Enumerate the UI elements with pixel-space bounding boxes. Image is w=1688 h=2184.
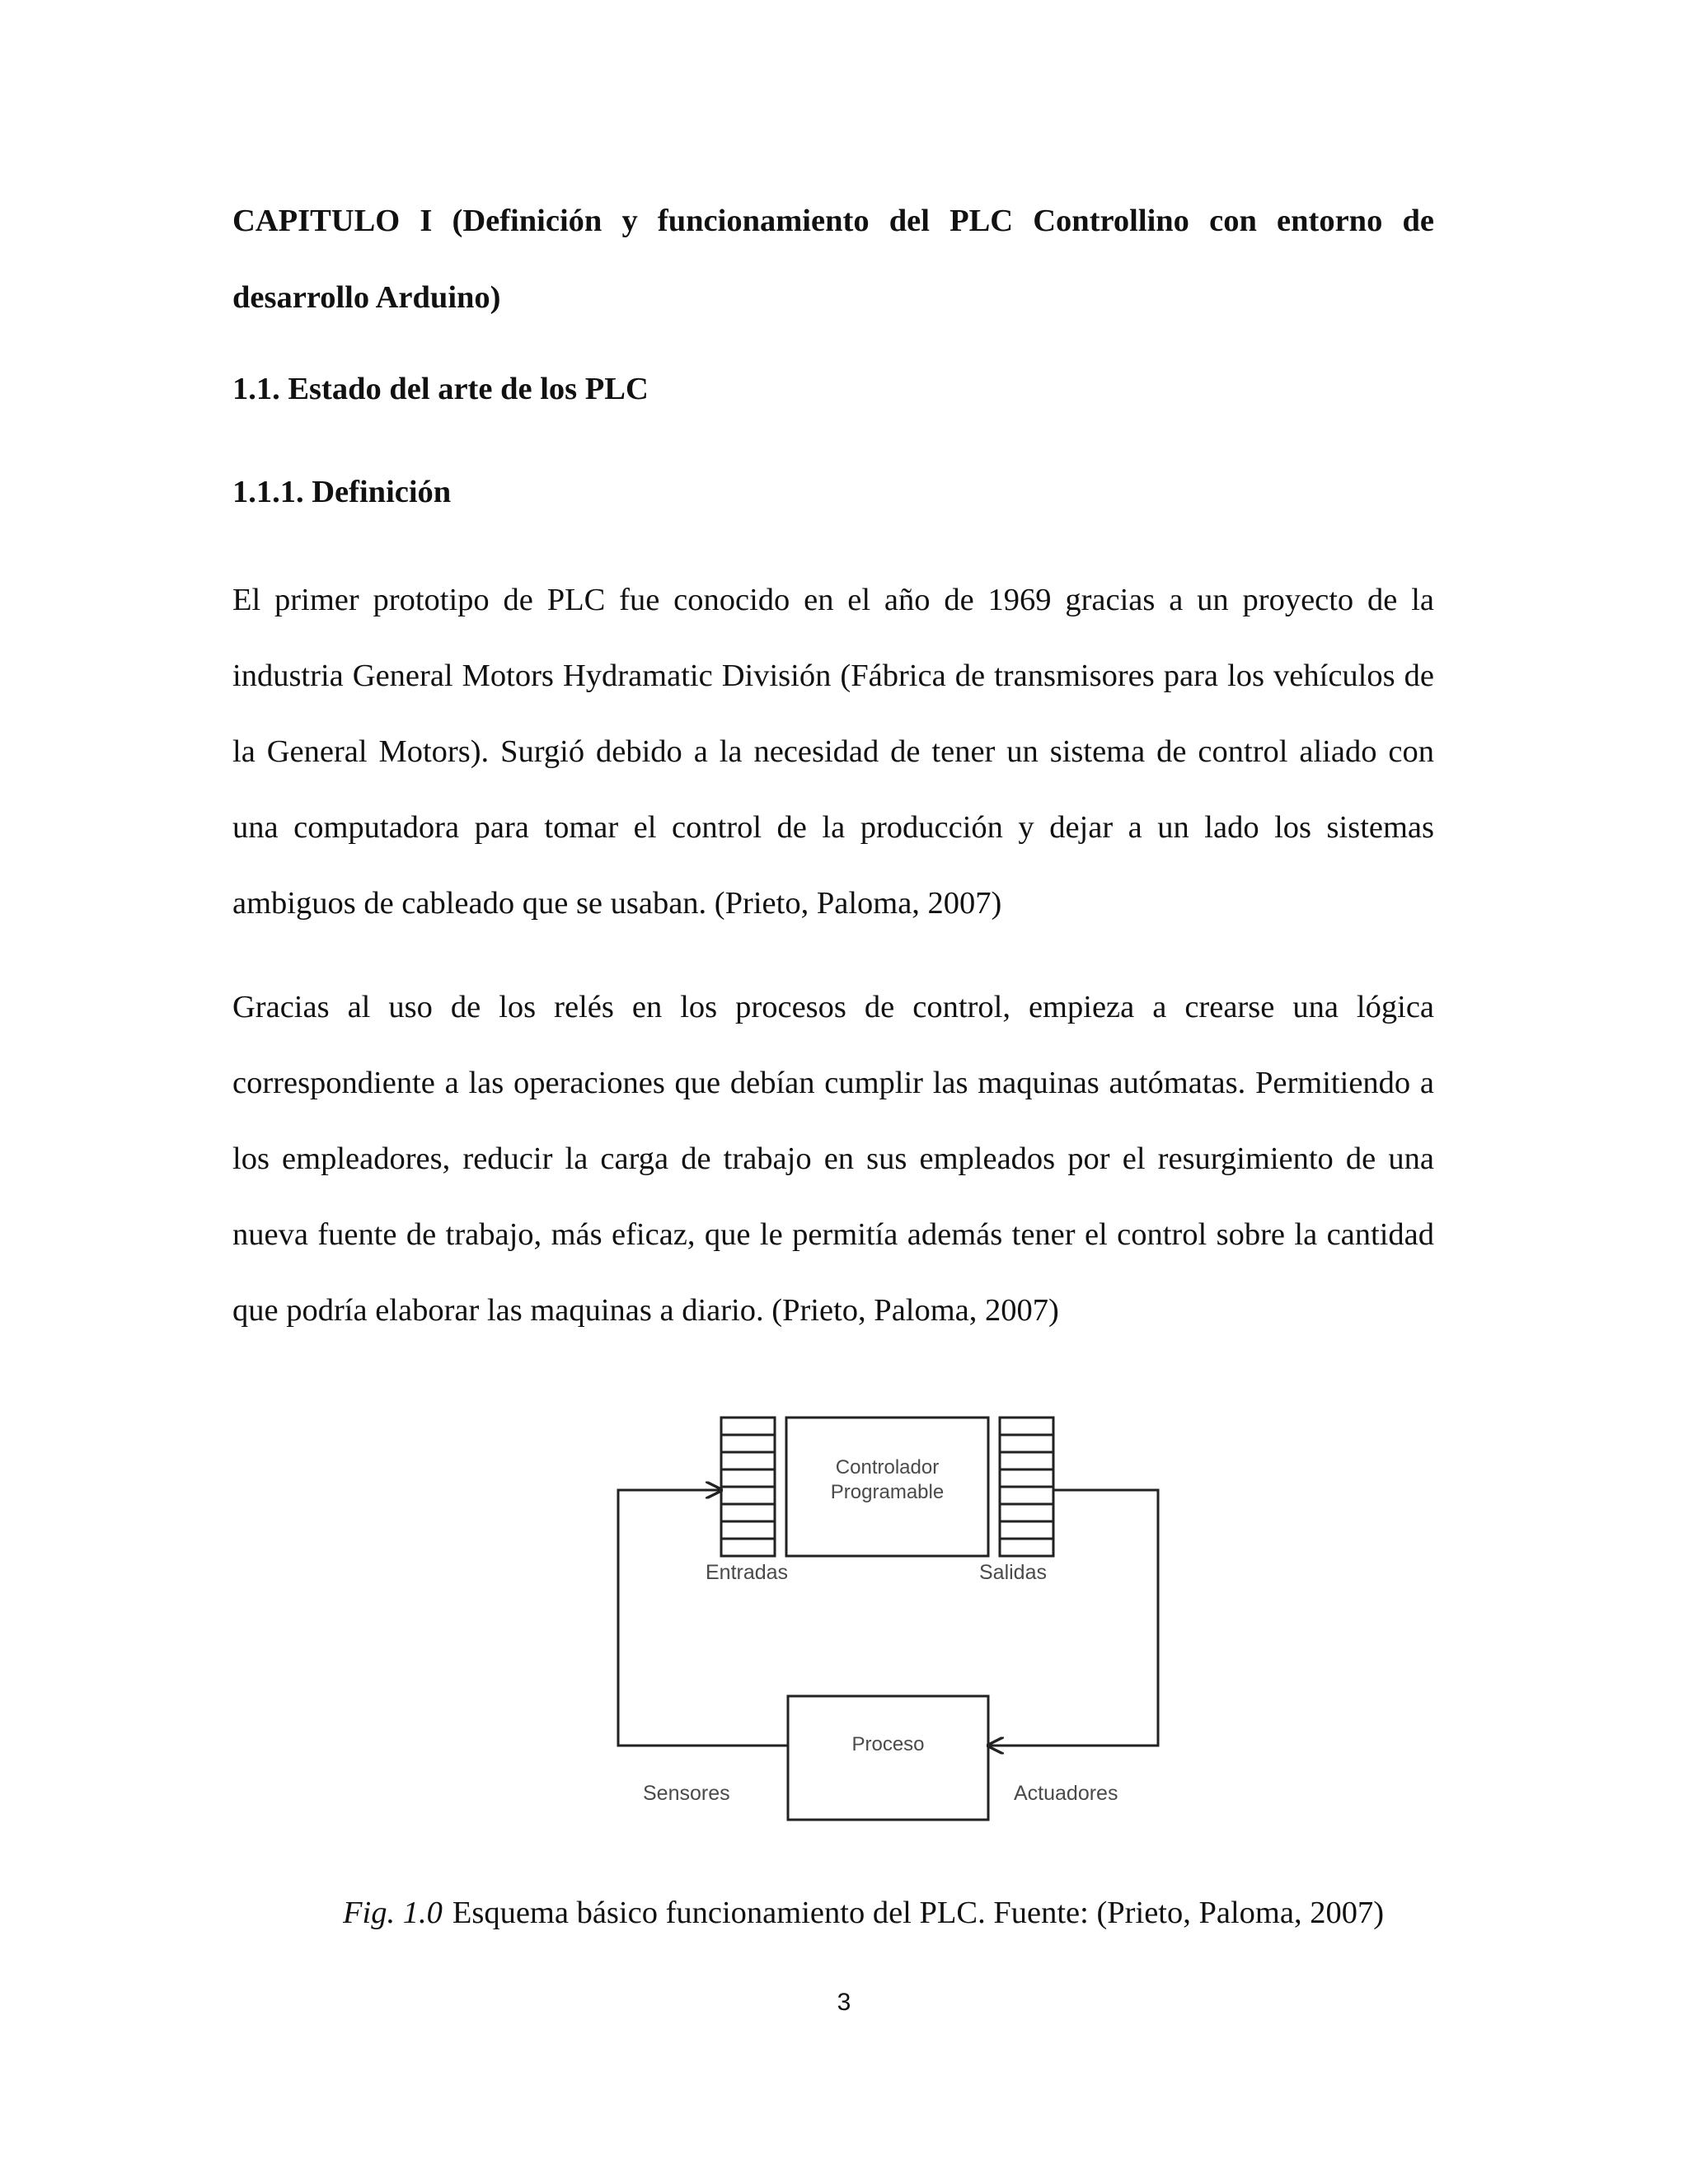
controller-label: Controlador Programable [830,1456,945,1503]
outputs-label: Salidas [979,1561,1047,1584]
paragraph: El primer prototipo de PLC fue conocido en el año de 1969 gracias a un proyecto de la industria General Motors Hydramatic División (Fábrica de transmisores para los vehículos de la General Motors). Surgió debido a la necesidad de tener un sistema de control aliado con una computadora para tomar el control de la producción y dejar a un lado los sistemas ambiguos de cableado que se usaban. (Prieto, Paloma, 2007) [232,583,1434,921]
figure-caption [343,1892,1384,1933]
process-box [788,1696,988,1820]
figure-number: Fig. 1.0 [343,1896,443,1930]
outputs-register [1000,1418,1053,1556]
process-label: Proceso [851,1733,925,1755]
inputs-label: Entradas [706,1561,789,1584]
inputs-register [721,1418,775,1556]
caption-text: Esquema básico funcionamiento del PLC. Fuente: (Prieto, Paloma, 2007) [452,1896,1385,1930]
subsection-heading: 1.1.1. Definición [232,475,452,509]
plc-diagram [544,1401,1228,1854]
page-number: 3 [837,1989,851,2016]
sensors-label: Sensores [643,1782,730,1805]
section-heading: 1.1. Estado del arte de los PLC [232,372,649,406]
actuators-label: Actuadores [1014,1782,1118,1805]
paragraph: Gracias al uso de los relés en los procesos de control, empieza a crearse una lógica correspondiente a las operaciones que debían cumplir las maquinas autómatas. Permitiendo a los empleadores, reducir la carga de trabajo en sus empleados por el resurgimiento de una nueva fuente de trabajo, más eficaz, que le permitía además tener el control sobre la cantidad que podría elaborar las maquinas a diario. (Prieto, Paloma, 2007) [232,990,1434,1328]
chapter-title: CAPITULO I (Definición y funcionamiento del PLC Controllino con entorno de desarrollo Arduino) [232,204,1434,315]
